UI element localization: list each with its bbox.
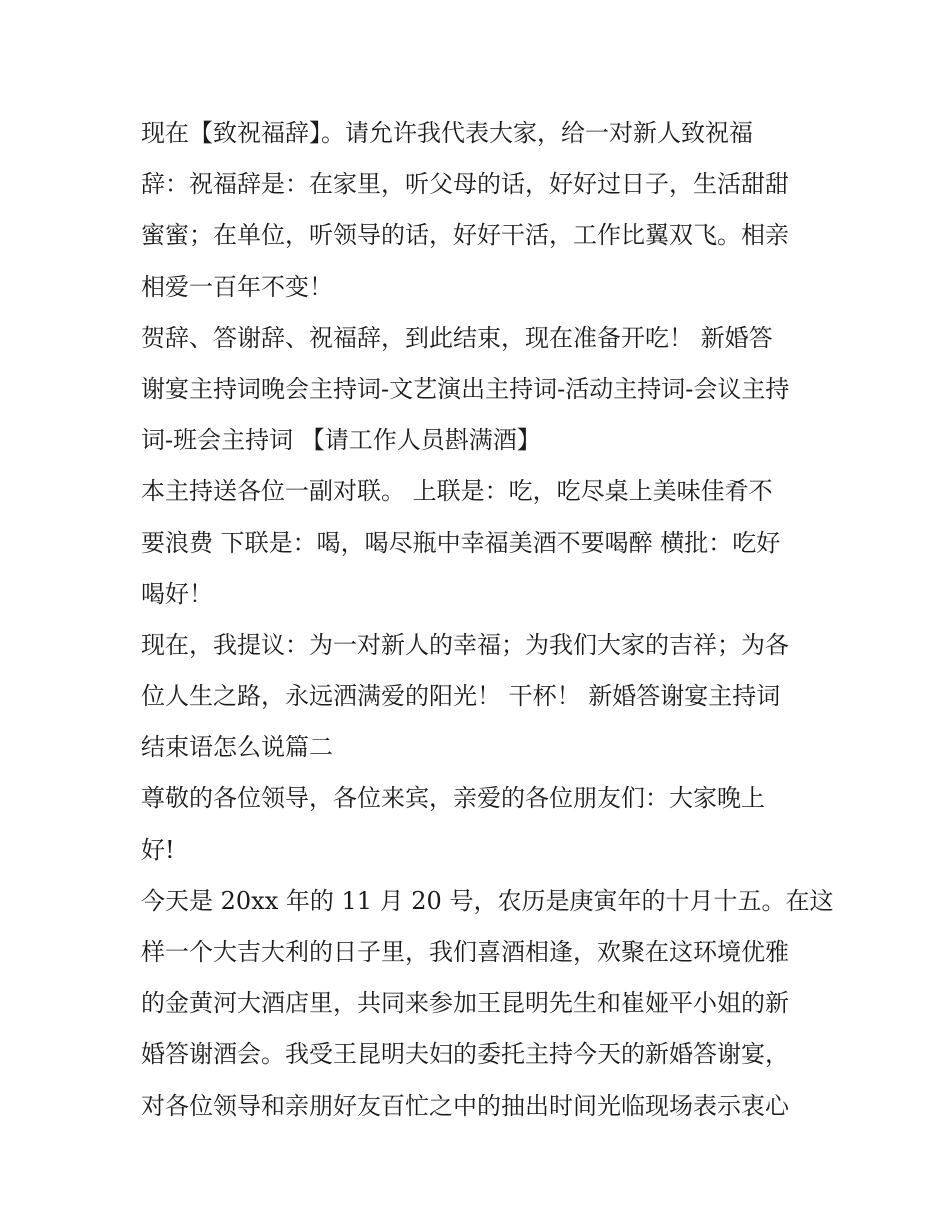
text-line: 样一个大吉大利的日子里，我们喜酒相逢，欢聚在这环境优雅 bbox=[141, 938, 789, 966]
text-line: 谢宴主持词晚会主持词-文艺演出主持词-活动主持词-会议主持 bbox=[141, 374, 790, 403]
text-line: 对各位领导和亲朋好友百忙之中的抽出时间光临现场表示衷心 bbox=[141, 1091, 789, 1120]
text-line: 尊敬的各位领导，各位来宾，亲爱的各位朋友们：大家晚上 bbox=[141, 784, 765, 813]
text-line: 今天是 20xx 年的 11 月 20 号，农历是庚寅年的十月十五。在这 bbox=[141, 886, 834, 915]
text-line: 现在【致祝福辞】。请允许我代表大家，给一对新人致祝福 bbox=[141, 119, 753, 147]
text-line: 喝好！ bbox=[141, 579, 213, 608]
text-line: 的金黄河大酒店里，共同来参加王昆明先生和崔娅平小姐的新 bbox=[141, 989, 789, 1018]
body-text bbox=[141, 108, 834, 1132]
text-line: 现在，我提议：为一对新人的幸福；为我们大家的吉祥；为各 bbox=[141, 630, 789, 659]
text-line: 蜜蜜；在单位，听领导的话，好好干活，工作比翼双飞。相亲 bbox=[141, 221, 789, 250]
text-line: 贺辞、答谢辞、祝福辞，到此结束，现在准备开吃！ 新婚答 bbox=[141, 323, 773, 352]
text-line: 位人生之路，永远洒满爱的阳光！ 干杯！ 新婚答谢宴主持词 bbox=[141, 682, 781, 711]
text-line: 辞：祝福辞是：在家里，听父母的话，好好过日子，生活甜甜 bbox=[141, 170, 789, 199]
text-line: 词-班会主持词 【请工作人员斟满酒】 bbox=[141, 426, 541, 455]
text-line: 结束语怎么说篇二 bbox=[141, 733, 333, 762]
text-line: 要浪费 下联是：喝，喝尽瓶中幸福美酒不要喝醉 横批：吃好 bbox=[141, 528, 781, 557]
text-line: 本主持送各位一副对联。 上联是：吃，吃尽桌上美味佳肴不 bbox=[141, 477, 773, 506]
text-line: 好! bbox=[141, 835, 175, 864]
text-line: 婚答谢酒会。我受王昆明夫妇的委托主持今天的新婚答谢宴， bbox=[141, 1040, 789, 1069]
text-line: 相爱一百年不变！ bbox=[141, 272, 333, 301]
